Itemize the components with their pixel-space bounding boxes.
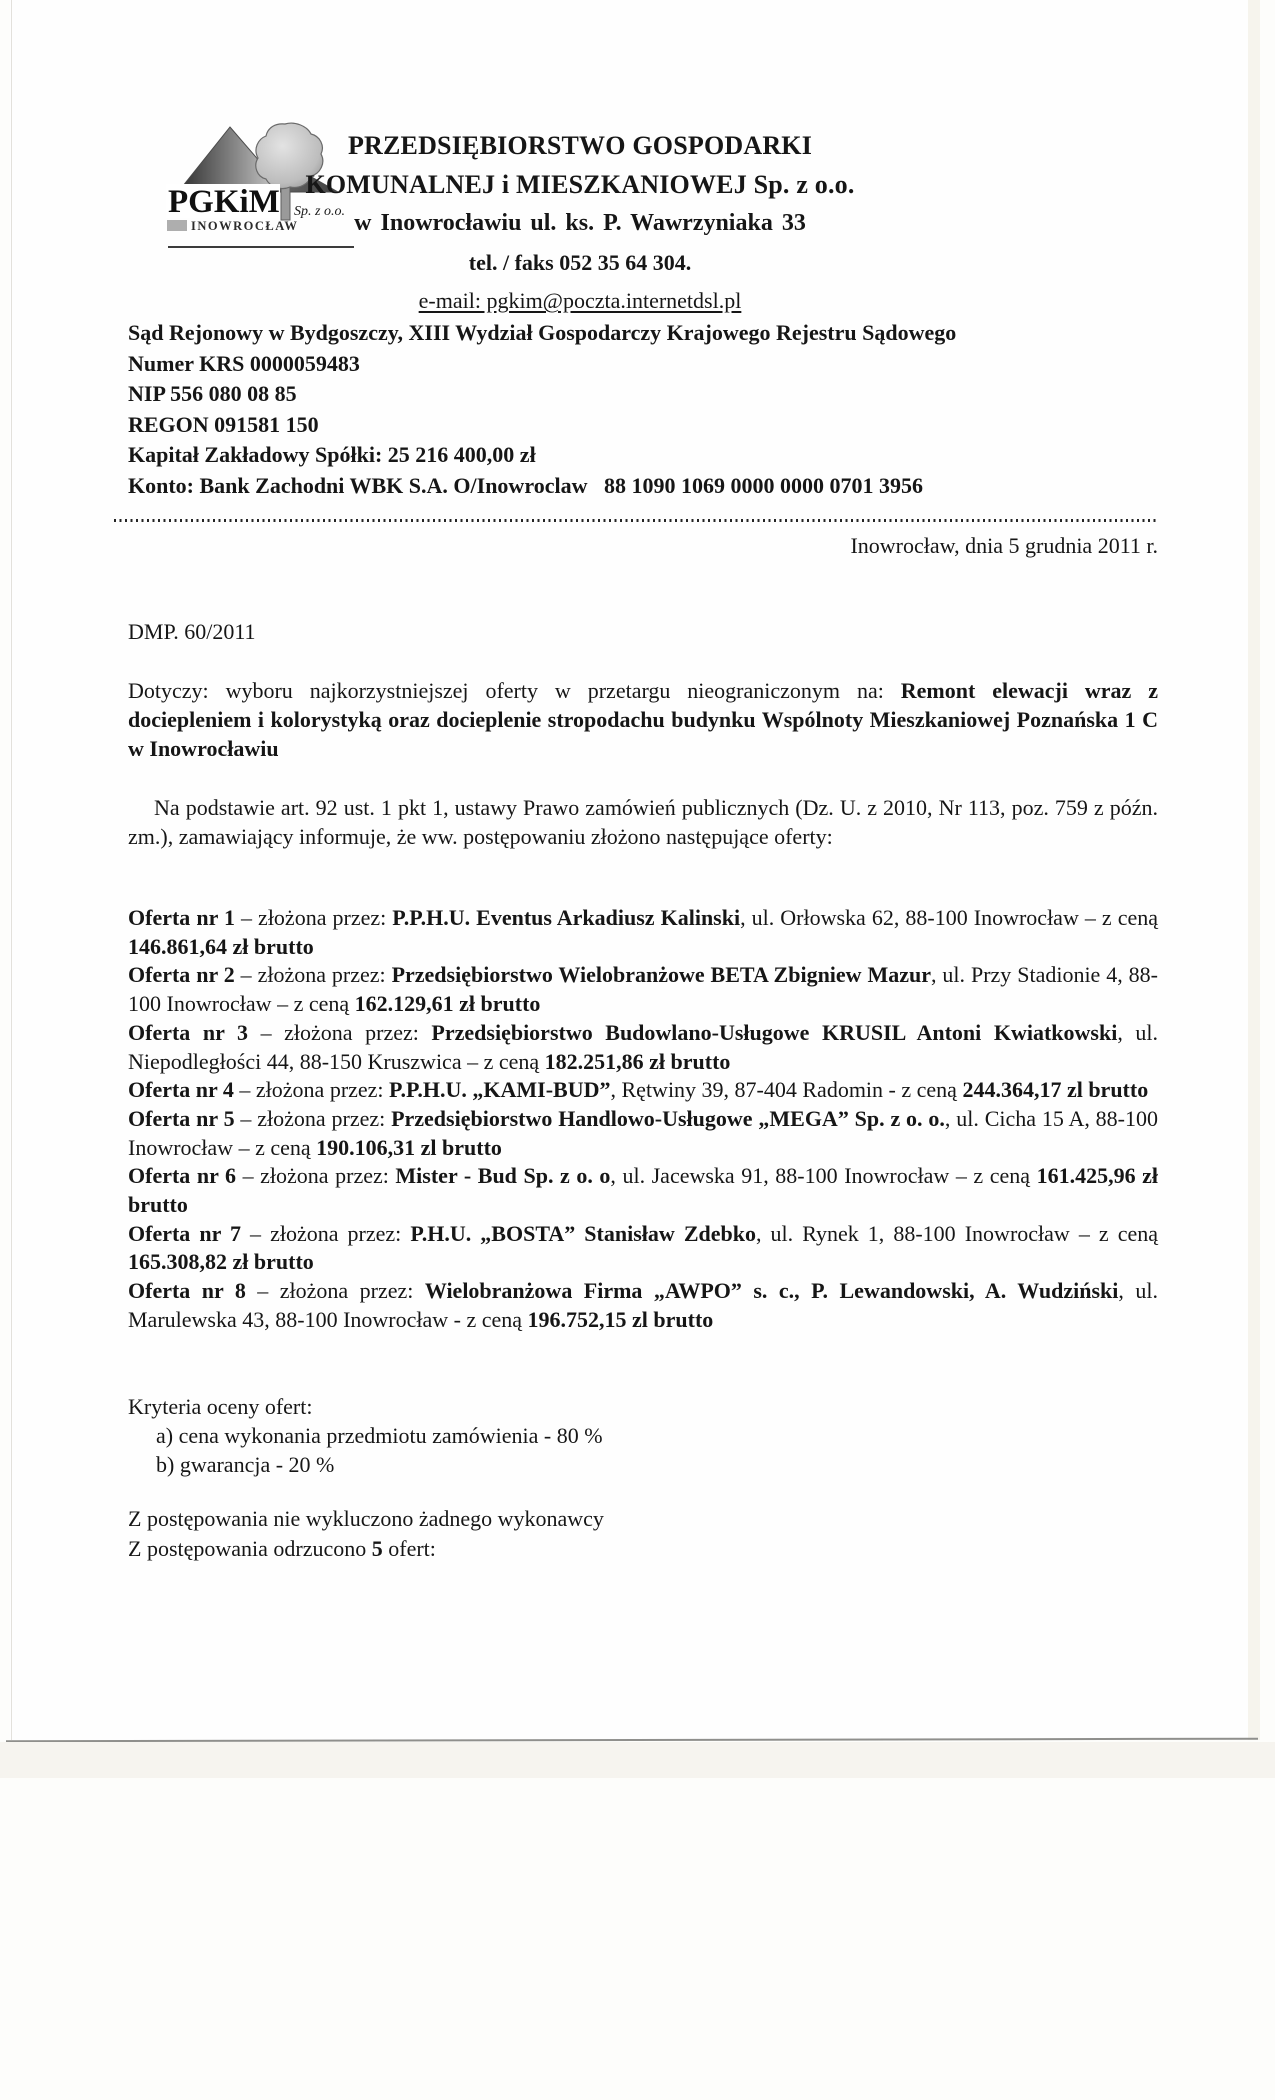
text-run: , ul. Przy Stadionie 4, 88-100 Inowrocław – z ceną bbox=[128, 962, 1158, 1017]
bold-text: Oferta nr 4 bbox=[128, 1077, 234, 1103]
bold-text: Oferta nr 3 bbox=[128, 1019, 249, 1045]
text-run: – złożona przez: bbox=[234, 905, 393, 930]
bold-text: Oferta nr 5 bbox=[128, 1105, 235, 1131]
registry-line: Sąd Rejonowy w Bydgoszczy, XIII Wydział Gospodarczy Krajowego Rejestru Sądowego bbox=[128, 320, 957, 345]
logo-suffix: Sp. z o.o. bbox=[294, 204, 345, 219]
scan-left-edge bbox=[11, 0, 12, 1740]
bold-text: Mister - Bud Sp. z o. o bbox=[395, 1163, 611, 1189]
text-run: – złożona przez: bbox=[236, 1163, 396, 1189]
bold-text: Oferta nr 2 bbox=[128, 962, 235, 988]
bold-text: 161.425,96 zł brutto bbox=[128, 1163, 1159, 1218]
text-run: Z postępowania odrzucono bbox=[128, 1535, 372, 1561]
bold-text: Przedsiębiorstwo Budowlano-Usługowe KRUSIL Antoni Kwiatkowski bbox=[431, 1019, 1118, 1045]
offers-list bbox=[128, 904, 1158, 1335]
company-email: e-mail: pgkim@poczta.internetdsl.pl bbox=[418, 288, 742, 313]
bold-text: Wielobranżowa Firma „AWPO” s. c., P. Lewandowski, A. Wudziński bbox=[424, 1278, 1119, 1304]
criteria-items bbox=[128, 1421, 1158, 1479]
text-run: ofert: bbox=[382, 1535, 436, 1561]
criteria-item: b) gwarancja - 20 % bbox=[156, 1452, 335, 1477]
registry-line: Numer KRS 0000059483 bbox=[128, 350, 360, 376]
text-run: , ul. Marulewska 43, 88-100 Inowrocław - z ceną bbox=[128, 1278, 1158, 1332]
scanner-background bbox=[0, 1742, 1275, 1778]
registry-line: NIP 556 080 08 85 bbox=[128, 381, 297, 407]
bold-text: 162.129,61 zł brutto bbox=[354, 991, 541, 1017]
bold-text: Oferta nr 1 bbox=[128, 905, 235, 930]
text-run: – złożona przez: bbox=[234, 962, 392, 988]
offer-item bbox=[128, 961, 1158, 1018]
text-run: – złożona przez: bbox=[234, 1105, 392, 1131]
text-run: , Rętwiny 39, 87-404 Radomin - z ceną bbox=[610, 1077, 963, 1103]
legal-paragraph: Na podstawie art. 92 ust. 1 pkt 1, ustawy Prawo zamówień publicznych (Dz. U. z 2010, Nr 113, poz. 759 z późn. zm.), zamawiający informuje, że ww. postępowaniu złożono następujące oferty: bbox=[128, 795, 1158, 849]
text-run: – złożona przez: bbox=[241, 1220, 411, 1246]
bold-text: P.P.H.U. Eventus Arkadiusz Kalinski bbox=[392, 905, 741, 930]
criteria-title: Kryteria oceny ofert: bbox=[128, 1394, 313, 1419]
registry-block bbox=[128, 318, 1158, 502]
bold-text: Przedsiębiorstwo Handlowo-Usługowe „MEGA” Sp. z o. o. bbox=[391, 1105, 945, 1131]
text-run: – złożona przez: bbox=[233, 1077, 390, 1103]
offer-item bbox=[128, 904, 1158, 961]
company-phone: tel. / faks 052 35 64 304. bbox=[468, 250, 692, 275]
text-run: – złożona przez: bbox=[248, 1019, 432, 1045]
bold-text: P.P.H.U. „KAMI-BUD” bbox=[389, 1077, 611, 1103]
subject-paragraph bbox=[128, 676, 1158, 763]
bold-text: 146.861,64 zł brutto bbox=[128, 933, 314, 959]
scan-right-edge bbox=[1248, 0, 1260, 1740]
offer-item bbox=[128, 1076, 1158, 1105]
criteria-item: a) cena wykonania przedmiotu zamówienia - 80 % bbox=[156, 1423, 603, 1448]
criteria-block bbox=[128, 1392, 1158, 1479]
company-address: w Inowrocławiu ul. ks. P. Wawrzyniaka 33 bbox=[354, 210, 806, 236]
company-name-line2: KOMUNALNEJ i MIESZKANIOWEJ Sp. z o.o. bbox=[305, 170, 855, 199]
logo-name: PGKiM bbox=[168, 184, 280, 220]
bold-text: 190.106,31 zl brutto bbox=[316, 1134, 502, 1160]
bold-text: 182.251,86 zł brutto bbox=[544, 1048, 731, 1074]
bold-text: 196.752,15 zl brutto bbox=[527, 1306, 714, 1332]
offer-item bbox=[128, 1019, 1158, 1076]
company-name-line1: PRZEDSIĘBIORSTWO GOSPODARKI bbox=[347, 131, 813, 160]
logo-city: INOWROCŁAW bbox=[191, 219, 299, 233]
text-run: , ul. Rynek 1, 88-100 Inowrocław – z ceną bbox=[755, 1220, 1159, 1246]
offer-item bbox=[128, 1277, 1158, 1334]
dotted-separator bbox=[114, 519, 1158, 522]
offer-item bbox=[128, 1105, 1158, 1162]
closing-line2 bbox=[128, 1534, 1158, 1564]
bold-text: P.H.U. „BOSTA” Stanisław Zdebko bbox=[410, 1220, 756, 1246]
closing-line1: Z postępowania nie wykluczono żadnego wykonawcy bbox=[128, 1506, 604, 1531]
bold-text: Oferta nr 7 bbox=[128, 1220, 241, 1246]
reference-number: DMP. 60/2011 bbox=[128, 619, 256, 644]
closing-block bbox=[128, 1504, 1158, 1563]
bold-text: 5 bbox=[371, 1535, 383, 1561]
text-run: , ul. Jacewska 91, 88-100 Inowrocław – z ceną bbox=[610, 1163, 1037, 1189]
bold-text: Oferta nr 6 bbox=[128, 1163, 237, 1189]
bold-text: Oferta nr 8 bbox=[128, 1278, 246, 1304]
text-run: , ul. Cicha 15 A, 88-100 Inowrocław – z ceną bbox=[128, 1105, 1159, 1160]
offer-item bbox=[128, 1162, 1158, 1219]
registry-line: REGON 091581 150 bbox=[128, 411, 319, 437]
offer-item bbox=[128, 1220, 1158, 1277]
logo-city-box bbox=[167, 220, 187, 231]
text-run: Dotyczy: wyboru najkorzystniejszej oferty w przetargu nieograniczonym na: bbox=[128, 678, 901, 703]
text-run: , ul. Orłowska 62, 88-100 Inowrocław – z ceną bbox=[740, 905, 1159, 930]
bold-text: Remont elewacji wraz z dociepleniem i kolorystyką oraz docieplenie stropodachu budynku Wspólnoty Mieszkaniowej Poznańska 1 C w Inowrocławiu bbox=[128, 678, 1158, 761]
date-line: Inowrocław, dnia 5 grudnia 2011 r. bbox=[850, 533, 1158, 558]
text-run: – złożona przez: bbox=[245, 1278, 425, 1304]
bold-text: 244.364,17 zl brutto bbox=[962, 1077, 1149, 1103]
letterhead bbox=[300, 126, 860, 320]
bold-text: Przedsiębiorstwo Wielobranżowe BETA Zbigniew Mazur bbox=[391, 962, 932, 988]
bold-text: 165.308,82 zł brutto bbox=[128, 1249, 314, 1275]
text-run: , ul. Niepodległości 44, 88-150 Kruszwica – z ceną bbox=[128, 1019, 1159, 1074]
registry-line: Kapitał Zakładowy Spółki: 25 216 400,00 zł bbox=[128, 442, 536, 468]
registry-line: Konto: Bank Zachodni WBK S.A. O/Inowroclaw 88 1090 1069 0000 0000 0701 3956 bbox=[128, 472, 923, 498]
